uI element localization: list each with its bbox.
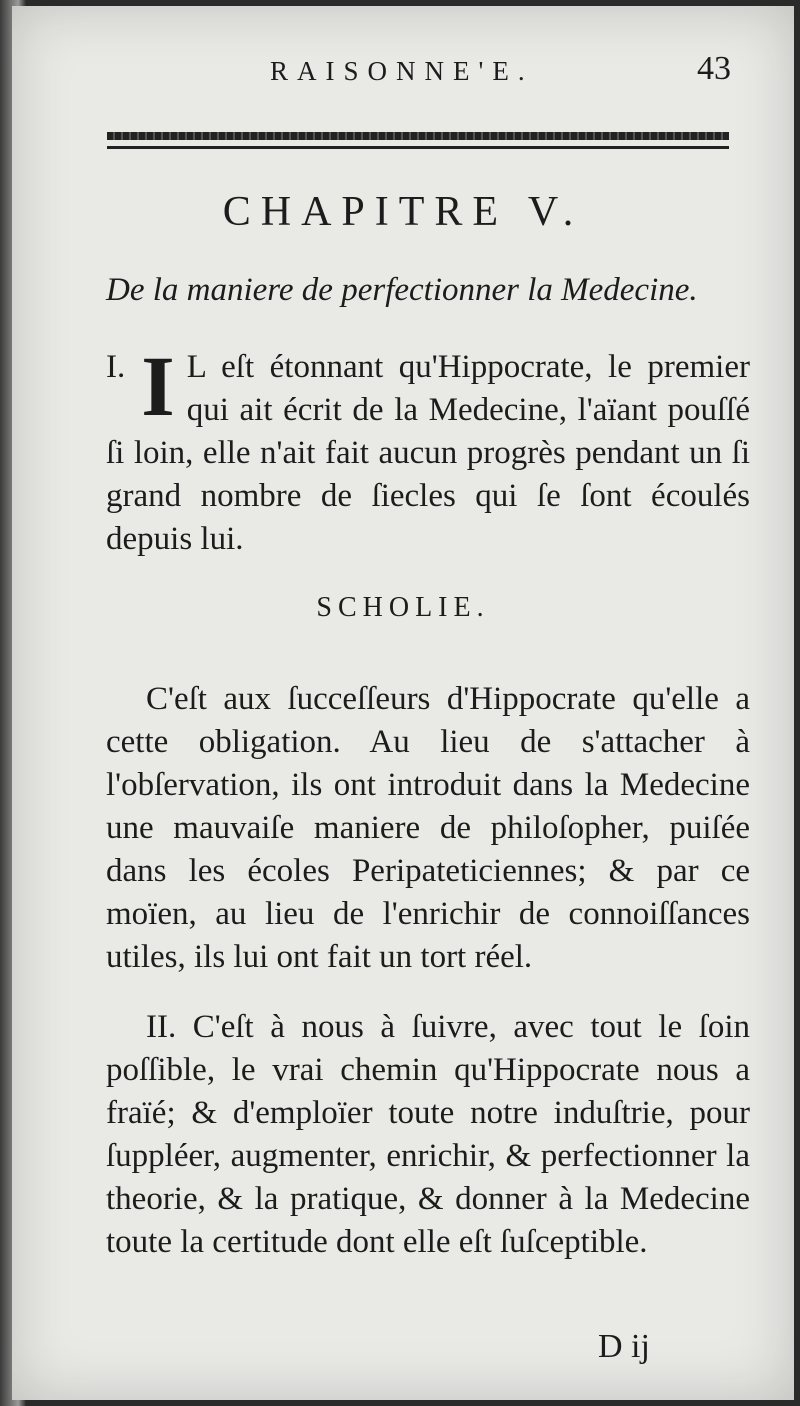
chapter-subtitle: De la maniere de perfectionner la Medecine. xyxy=(106,272,698,308)
running-head: RAISONNE'E. xyxy=(270,56,534,86)
signature-mark: D ij xyxy=(598,1328,650,1365)
chapter-title: CHAPITRE V. xyxy=(222,189,584,235)
paragraph-numeral: I. xyxy=(106,349,126,385)
book-page xyxy=(12,6,794,1400)
page-header xyxy=(12,50,794,100)
paragraph-3: II. C'eſt à nous à ſuivre, avec tout le ſoin poſſible, le vrai chemin qu'Hippocrate nous a fraïé; & d'emploïer toute notre induſtrie, pour ſuppléer, augmenter, enrichir, & perfectionner la theorie, & la pratique, & donner à la Medecine toute la certitude dont elle eſt ſuſceptible. xyxy=(106,1009,750,1260)
scholie-heading: SCHOLIE. xyxy=(316,592,490,623)
paragraph-1-text: L eſt étonnant qu'Hippocrate, le premier qui ait écrit de la Medecine, l'aïant pouſſé ſi loin, elle n'ait fait aucun progrès pendant un ſi grand nombre de ſiecles qui ſe ſont écoulés depuis lui. xyxy=(106,349,750,557)
page-number: 43 xyxy=(697,50,731,87)
paragraph-2: C'eſt aux ſucceſſeurs d'Hippocrate qu'elle a cette obligation. Au lieu de s'attacher à l'obſervation, ils ont introduit dans la Medecine une mauvaiſe maniere de philoſopher, puiſée dans les écoles Peripateticiennes; & par ce moïen, au lieu de l'enrichir de connoiſſances utiles, ils lui ont fait un tort réel. xyxy=(106,681,750,975)
ornamental-rule xyxy=(107,132,729,140)
drop-cap: I xyxy=(141,338,175,434)
paragraph-1 xyxy=(106,338,750,561)
divider-rule xyxy=(107,146,729,149)
